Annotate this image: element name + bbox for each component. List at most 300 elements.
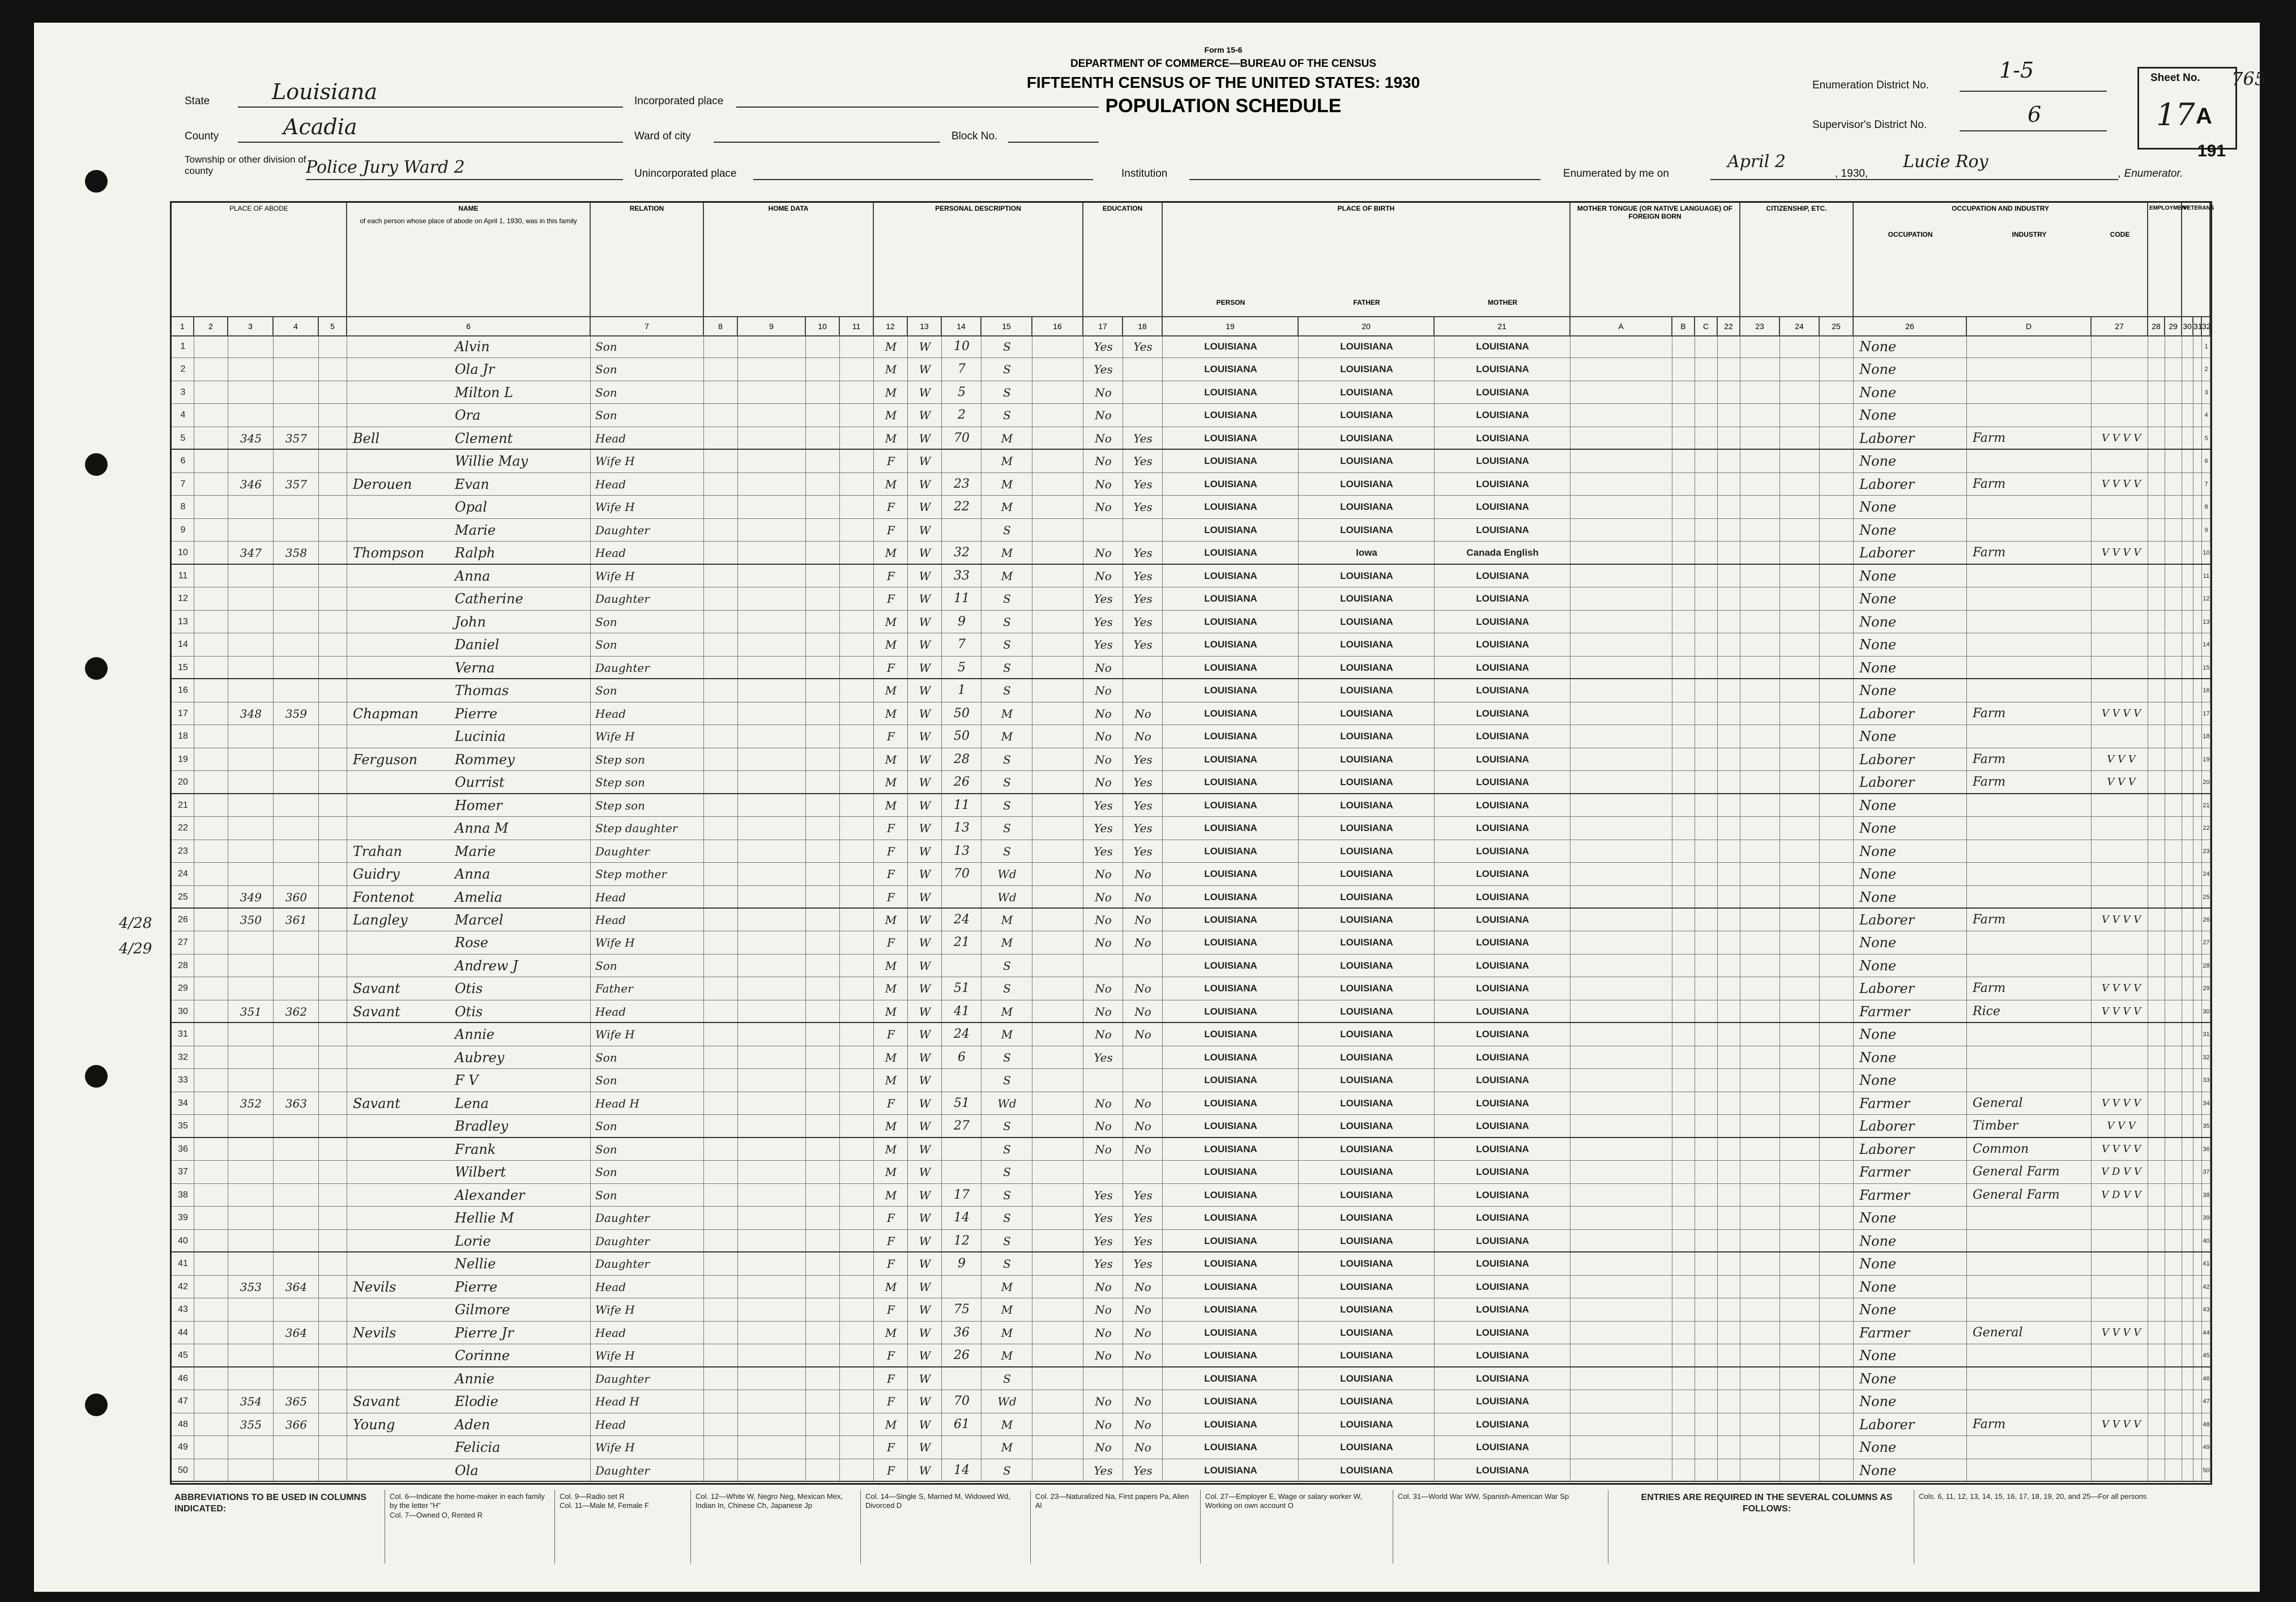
column-divider — [1819, 1344, 1820, 1366]
cell-birth: LOUISIANA — [1204, 1051, 1257, 1063]
table-row — [172, 1092, 2210, 1115]
column-divider — [1717, 1184, 1718, 1206]
cell-mar: S — [1003, 752, 1011, 766]
cell-read: Yes — [1133, 1257, 1153, 1271]
cell-code: V V V V — [2101, 707, 2141, 719]
cell-occ: Laborer — [1859, 981, 1915, 997]
cell-race: W — [919, 1349, 931, 1363]
cell-rel: Head H — [595, 1395, 639, 1409]
cell-birth: LOUISIANA — [1204, 455, 1257, 467]
cell-given: Anna — [455, 866, 490, 883]
cell-mar: M — [1001, 569, 1013, 583]
column-number: 7 — [591, 317, 704, 335]
column-divider — [590, 1322, 591, 1344]
cell-occ: Farmer — [1859, 1324, 1910, 1341]
cell-mar: M — [1001, 1417, 1013, 1431]
column-divider — [1717, 496, 1718, 518]
cell-dwelling — [228, 1023, 274, 1046]
cell-code: V V V — [2107, 1120, 2136, 1132]
cell-rel: Wife H — [595, 1303, 635, 1317]
cell-given: Alvin — [455, 339, 490, 355]
column-divider — [1819, 955, 1820, 977]
cell-ind — [1973, 1207, 2092, 1229]
cell-family: 364 — [285, 1326, 308, 1340]
abbrev-col9-text: Col. 9—Radio set R — [560, 1492, 625, 1501]
cell-occ: None — [1859, 1302, 1897, 1318]
cell-given: Clement — [455, 430, 513, 446]
cell-birth: LOUISIANA — [1204, 823, 1257, 834]
table-row — [172, 1230, 2210, 1252]
cell-age: 51 — [954, 981, 970, 996]
line-number: 7 — [180, 479, 186, 489]
column-divider — [1779, 748, 1780, 770]
cell-mar: S — [1003, 982, 1011, 996]
cell-given: Hellie M — [455, 1210, 514, 1226]
cell-sex: F — [887, 1303, 895, 1317]
cell-dwelling — [228, 1344, 274, 1367]
column-divider — [1779, 931, 1780, 953]
column-divider — [1717, 335, 1718, 357]
column-divider — [703, 817, 704, 839]
column-divider — [1717, 404, 1718, 426]
cell-dwelling — [228, 955, 274, 977]
column-number: 31 — [2193, 317, 2202, 335]
column-number: 23 — [1740, 317, 1780, 335]
cell-occ: None — [1859, 339, 1897, 355]
cell-surname — [353, 335, 449, 358]
cell-mother: LOUISIANA — [1476, 1120, 1529, 1132]
cell-birth: LOUISIANA — [1204, 1143, 1257, 1154]
cell-dwelling: 355 — [240, 1417, 262, 1431]
column-divider — [1717, 1069, 1718, 1091]
column-divider — [1853, 748, 1854, 770]
column-divider — [737, 863, 738, 885]
cell-race: W — [919, 1073, 931, 1088]
cell-given: Opal — [455, 499, 488, 515]
cell-surname: Young — [353, 1416, 395, 1433]
cell-age: 24 — [954, 1027, 970, 1042]
line-number-right: 24 — [2203, 871, 2210, 878]
cell-ind — [1973, 840, 2092, 863]
column-divider — [737, 542, 738, 563]
cell-race: W — [919, 1257, 931, 1271]
cell-mother: LOUISIANA — [1476, 662, 1529, 673]
abbrev-col11-text: Col. 11—Male M, Female F — [560, 1501, 649, 1510]
column-divider — [805, 450, 806, 472]
cell-ind — [1973, 565, 2092, 587]
cell-race: W — [919, 1096, 931, 1110]
cell-father: LOUISIANA — [1340, 1235, 1393, 1246]
cell-school: No — [1095, 730, 1112, 744]
cell-surname: Guidry — [353, 866, 400, 883]
column-divider — [839, 1138, 840, 1160]
column-number: 18 — [1123, 317, 1163, 335]
cell-race: W — [919, 1211, 931, 1225]
cell-code — [2094, 863, 2148, 885]
line-number-right: 40 — [2203, 1237, 2210, 1245]
cell-age: 17 — [954, 1187, 970, 1202]
column-divider — [737, 886, 738, 907]
cell-birth: LOUISIANA — [1204, 937, 1257, 948]
column-divider — [1779, 794, 1780, 816]
line-number-right: 19 — [2203, 756, 2210, 763]
column-divider — [1779, 955, 1780, 977]
cell-occ: None — [1859, 1439, 1897, 1456]
column-divider — [1853, 863, 1854, 885]
cell-family — [274, 496, 319, 518]
column-number: 26 — [1854, 317, 1967, 335]
person-subheader: PERSON — [1216, 299, 1245, 306]
cell-code — [2094, 1069, 2148, 1092]
cell-sex: M — [885, 1073, 897, 1088]
column-divider — [590, 931, 591, 953]
column-number: C — [1695, 317, 1718, 335]
cell-dwelling — [228, 977, 274, 1000]
column-divider — [590, 886, 591, 907]
cell-rel: Step son — [595, 752, 645, 766]
entries-note: Cols. 6, 11, 12, 13, 14, 15, 16, 17, 18, 19, 20, and 25—For all persons — [1919, 1492, 2147, 1501]
column-divider — [1819, 840, 1820, 862]
cell-ind — [1973, 886, 2092, 909]
cell-mar: S — [1003, 615, 1011, 629]
township-value: Police Jury Ward 2 — [306, 157, 465, 177]
cell-school: No — [1095, 1441, 1112, 1455]
column-divider — [1779, 427, 1780, 449]
cell-code — [2094, 1459, 2148, 1482]
column-divider — [839, 1436, 840, 1458]
column-divider — [1779, 450, 1780, 472]
line-number-right: 35 — [2203, 1123, 2210, 1130]
cell-read: No — [1134, 1349, 1151, 1363]
column-divider — [1853, 1069, 1854, 1091]
column-divider — [590, 1115, 591, 1136]
column-divider — [1717, 1023, 1718, 1045]
cell-family: 358 — [285, 546, 308, 560]
cell-code: V D V V — [2101, 1188, 2141, 1201]
cell-mother: LOUISIANA — [1476, 593, 1529, 604]
column-divider — [839, 1115, 840, 1136]
cell-ind — [1973, 404, 2092, 427]
cell-race: W — [919, 523, 931, 537]
line-number: 24 — [178, 869, 188, 879]
column-divider — [737, 381, 738, 403]
cell-read: No — [1134, 706, 1151, 721]
cell-family — [274, 633, 319, 656]
cell-mother: LOUISIANA — [1476, 1418, 1529, 1430]
cell-surname: Bell — [353, 430, 380, 446]
line-number-right: 39 — [2203, 1215, 2210, 1222]
cell-school: No — [1095, 385, 1112, 399]
column-divider — [805, 381, 806, 403]
cell-code — [2094, 840, 2148, 863]
column-divider — [1717, 794, 1718, 816]
column-divider — [590, 1161, 591, 1183]
line-number: 49 — [178, 1442, 188, 1452]
cell-surname — [353, 1344, 449, 1367]
cell-race: W — [919, 1326, 931, 1340]
cell-father: LOUISIANA — [1340, 1304, 1393, 1315]
cell-given: Bradley — [455, 1118, 509, 1135]
cell-code — [2094, 886, 2148, 909]
cell-dwelling — [228, 496, 274, 518]
table-row — [172, 702, 2210, 725]
cell-race: W — [919, 1165, 931, 1179]
cell-school: No — [1095, 776, 1112, 790]
cell-ind — [1973, 955, 2092, 977]
cell-father: LOUISIANA — [1340, 708, 1393, 719]
cell-race: W — [919, 1280, 931, 1294]
column-divider — [839, 1459, 840, 1481]
column-divider — [703, 1161, 704, 1183]
column-divider — [1819, 1138, 1820, 1160]
cell-read: No — [1134, 1119, 1151, 1134]
abbrev-col6 — [385, 1490, 555, 1563]
cell-ind: Farm — [1973, 431, 2006, 445]
cell-father: LOUISIANA — [1340, 983, 1393, 994]
cell-occ: None — [1859, 1233, 1897, 1249]
cell-code — [2094, 381, 2148, 404]
cell-family — [274, 358, 319, 381]
table-row — [172, 863, 2210, 885]
column-divider — [1717, 358, 1718, 380]
line-number-right: 13 — [2203, 618, 2210, 625]
cell-race: W — [919, 546, 931, 560]
cell-age — [942, 1069, 981, 1092]
cell-race: W — [919, 982, 931, 996]
line-number-right: 3 — [2204, 389, 2208, 396]
line-number-right: 23 — [2203, 847, 2210, 855]
cell-family — [274, 450, 319, 472]
cell-mar: Wd — [997, 890, 1017, 904]
line-number: 38 — [178, 1190, 188, 1200]
table-row — [172, 1046, 2210, 1069]
cell-occ: None — [1859, 1072, 1897, 1089]
cell-mar: S — [1003, 592, 1011, 606]
cell-age: 70 — [954, 431, 970, 445]
column-divider — [1819, 794, 1820, 816]
cell-ind — [1973, 931, 2092, 954]
cell-given: Ralph — [455, 545, 496, 561]
column-divider — [703, 1413, 704, 1435]
column-divider — [590, 381, 591, 403]
cell-dwelling — [228, 358, 274, 381]
column-divider — [1779, 519, 1780, 541]
cell-birth: LOUISIANA — [1204, 983, 1257, 994]
column-divider — [703, 565, 704, 587]
enumerator-label: , Enumerator. — [2118, 168, 2183, 180]
column-divider — [737, 840, 738, 862]
cell-occ: None — [1859, 935, 1897, 951]
cell-rel: Head H — [595, 1096, 639, 1110]
column-number: 20 — [1299, 317, 1435, 335]
column-divider — [1717, 1436, 1718, 1458]
column-divider — [1819, 1436, 1820, 1458]
cell-read — [1123, 1161, 1163, 1183]
cell-surname — [353, 404, 449, 427]
column-divider — [805, 1322, 806, 1344]
line-number-right: 38 — [2203, 1191, 2210, 1199]
column-divider — [805, 1046, 806, 1068]
table-row — [172, 611, 2210, 633]
cell-read: No — [1134, 1303, 1151, 1317]
cell-occ: None — [1859, 453, 1897, 470]
cell-age: 2 — [958, 408, 966, 423]
cell-family — [274, 1069, 319, 1092]
cell-dwelling — [228, 840, 274, 863]
line-number: 5 — [180, 433, 186, 443]
line-number: 10 — [178, 548, 188, 558]
mother-subheader: MOTHER — [1488, 299, 1517, 306]
cell-sex: M — [885, 1326, 897, 1340]
table-row — [172, 1276, 2210, 1298]
county-value: Acadia — [283, 114, 357, 139]
cell-mar: M — [1001, 1004, 1013, 1019]
cell-sex: F — [887, 890, 895, 904]
column-divider — [1853, 496, 1854, 518]
column-divider — [1717, 611, 1718, 633]
cell-dwelling — [228, 587, 274, 610]
cell-code — [2094, 587, 2148, 610]
column-divider — [1819, 633, 1820, 655]
cell-read: Yes — [1133, 546, 1153, 560]
entries-title: ENTRIES ARE REQUIRED IN THE SEVERAL COLUMNS AS FOLLOWS: — [1620, 1490, 1914, 1563]
cell-school: No — [1095, 752, 1112, 766]
column-divider — [805, 358, 806, 380]
cell-occ: Farmer — [1859, 1164, 1910, 1181]
cell-race: W — [919, 431, 931, 445]
cell-given: Lucinia — [455, 728, 506, 745]
column-divider — [1853, 1115, 1854, 1136]
column-divider — [805, 519, 806, 541]
column-divider — [737, 611, 738, 633]
cell-ind — [1973, 381, 2092, 404]
column-divider — [1779, 1092, 1780, 1114]
cell-birth: LOUISIANA — [1204, 1418, 1257, 1430]
cell-occ: None — [1859, 591, 1897, 607]
column-divider — [737, 1390, 738, 1412]
table-row — [172, 679, 2210, 702]
cell-rel: Son — [595, 1050, 617, 1064]
column-divider — [703, 1459, 704, 1481]
line-number: 39 — [178, 1213, 188, 1223]
cell-rel: Son — [595, 1165, 617, 1179]
cell-given: Otis — [455, 981, 483, 997]
line-number: 43 — [178, 1305, 188, 1315]
cell-race: W — [919, 1395, 931, 1409]
sheet-label: Sheet No. — [2150, 72, 2200, 84]
column-divider — [1717, 519, 1718, 541]
cell-surname — [353, 1069, 449, 1092]
cell-rel: Daughter — [595, 1257, 650, 1271]
cell-read: Yes — [1133, 752, 1153, 766]
cell-birth: LOUISIANA — [1204, 1097, 1257, 1109]
cell-father: LOUISIANA — [1340, 1005, 1393, 1017]
cell-age: 75 — [954, 1302, 970, 1317]
cell-code — [2094, 1298, 2148, 1321]
cell-dwelling — [228, 1184, 274, 1207]
column-divider — [737, 1138, 738, 1160]
cell-family: 363 — [285, 1096, 308, 1110]
column-divider — [1819, 1390, 1820, 1412]
column-divider — [839, 657, 840, 678]
column-divider — [590, 427, 591, 449]
table-row — [172, 931, 2210, 954]
cell-mother: LOUISIANA — [1476, 570, 1529, 581]
cell-occ: None — [1859, 1370, 1897, 1387]
cell-dwelling — [228, 1459, 274, 1482]
cell-ind: Rice — [1973, 1004, 2000, 1019]
column-divider — [1853, 977, 1854, 999]
column-divider — [737, 657, 738, 678]
cell-given: Ourrist — [455, 774, 505, 791]
column-divider — [703, 1138, 704, 1160]
incorporated-line — [736, 106, 1099, 108]
cell-rel: Daughter — [595, 523, 650, 537]
column-divider — [1779, 909, 1780, 931]
column-divider — [839, 542, 840, 563]
cell-dwelling — [228, 817, 274, 840]
column-divider — [1853, 1367, 1854, 1390]
column-divider — [1853, 611, 1854, 633]
column-divider — [590, 1069, 591, 1091]
cell-surname — [353, 725, 449, 748]
cell-read: No — [1134, 1142, 1151, 1156]
cell-sex: F — [887, 1028, 895, 1042]
column-divider — [1853, 1390, 1854, 1412]
cell-occ: Laborer — [1859, 1118, 1915, 1135]
cell-age: 5 — [958, 660, 966, 675]
column-divider — [839, 1023, 840, 1045]
column-divider — [1819, 817, 1820, 839]
cell-rel: Head — [595, 546, 626, 560]
cell-ind — [1973, 587, 2092, 610]
cell-code — [2094, 358, 2148, 381]
column-number: 6 — [347, 317, 591, 335]
line-number-right: 50 — [2203, 1467, 2210, 1474]
line-number-right: 44 — [2203, 1329, 2210, 1336]
cell-race: W — [919, 661, 931, 675]
cell-read — [1123, 1069, 1163, 1092]
column-divider — [1779, 633, 1780, 655]
cell-family — [274, 725, 319, 748]
cell-race: W — [919, 1371, 931, 1386]
cell-family — [274, 1459, 319, 1482]
cell-sex: M — [885, 385, 897, 399]
column-divider — [703, 587, 704, 610]
column-divider — [1779, 1367, 1780, 1390]
district-value: 1-5 — [1999, 58, 2034, 83]
cell-father: LOUISIANA — [1340, 455, 1393, 467]
cell-father: LOUISIANA — [1340, 753, 1393, 765]
column-divider — [590, 955, 591, 977]
column-divider — [1819, 1184, 1820, 1206]
district-line — [1960, 91, 2107, 92]
cell-age: 10 — [954, 339, 970, 353]
cell-sex: M — [885, 1050, 897, 1064]
column-divider — [1779, 702, 1780, 725]
cell-race: W — [919, 1188, 931, 1202]
table-row — [172, 633, 2210, 656]
cell-read: Yes — [1133, 477, 1153, 491]
cell-father: LOUISIANA — [1340, 478, 1393, 489]
column-divider — [839, 771, 840, 793]
county-line — [238, 142, 623, 143]
cell-code — [2094, 1252, 2148, 1275]
cell-dwelling — [228, 1069, 274, 1092]
column-divider — [839, 1092, 840, 1114]
cell-mother: LOUISIANA — [1476, 1075, 1529, 1086]
cell-sex: F — [887, 661, 895, 675]
